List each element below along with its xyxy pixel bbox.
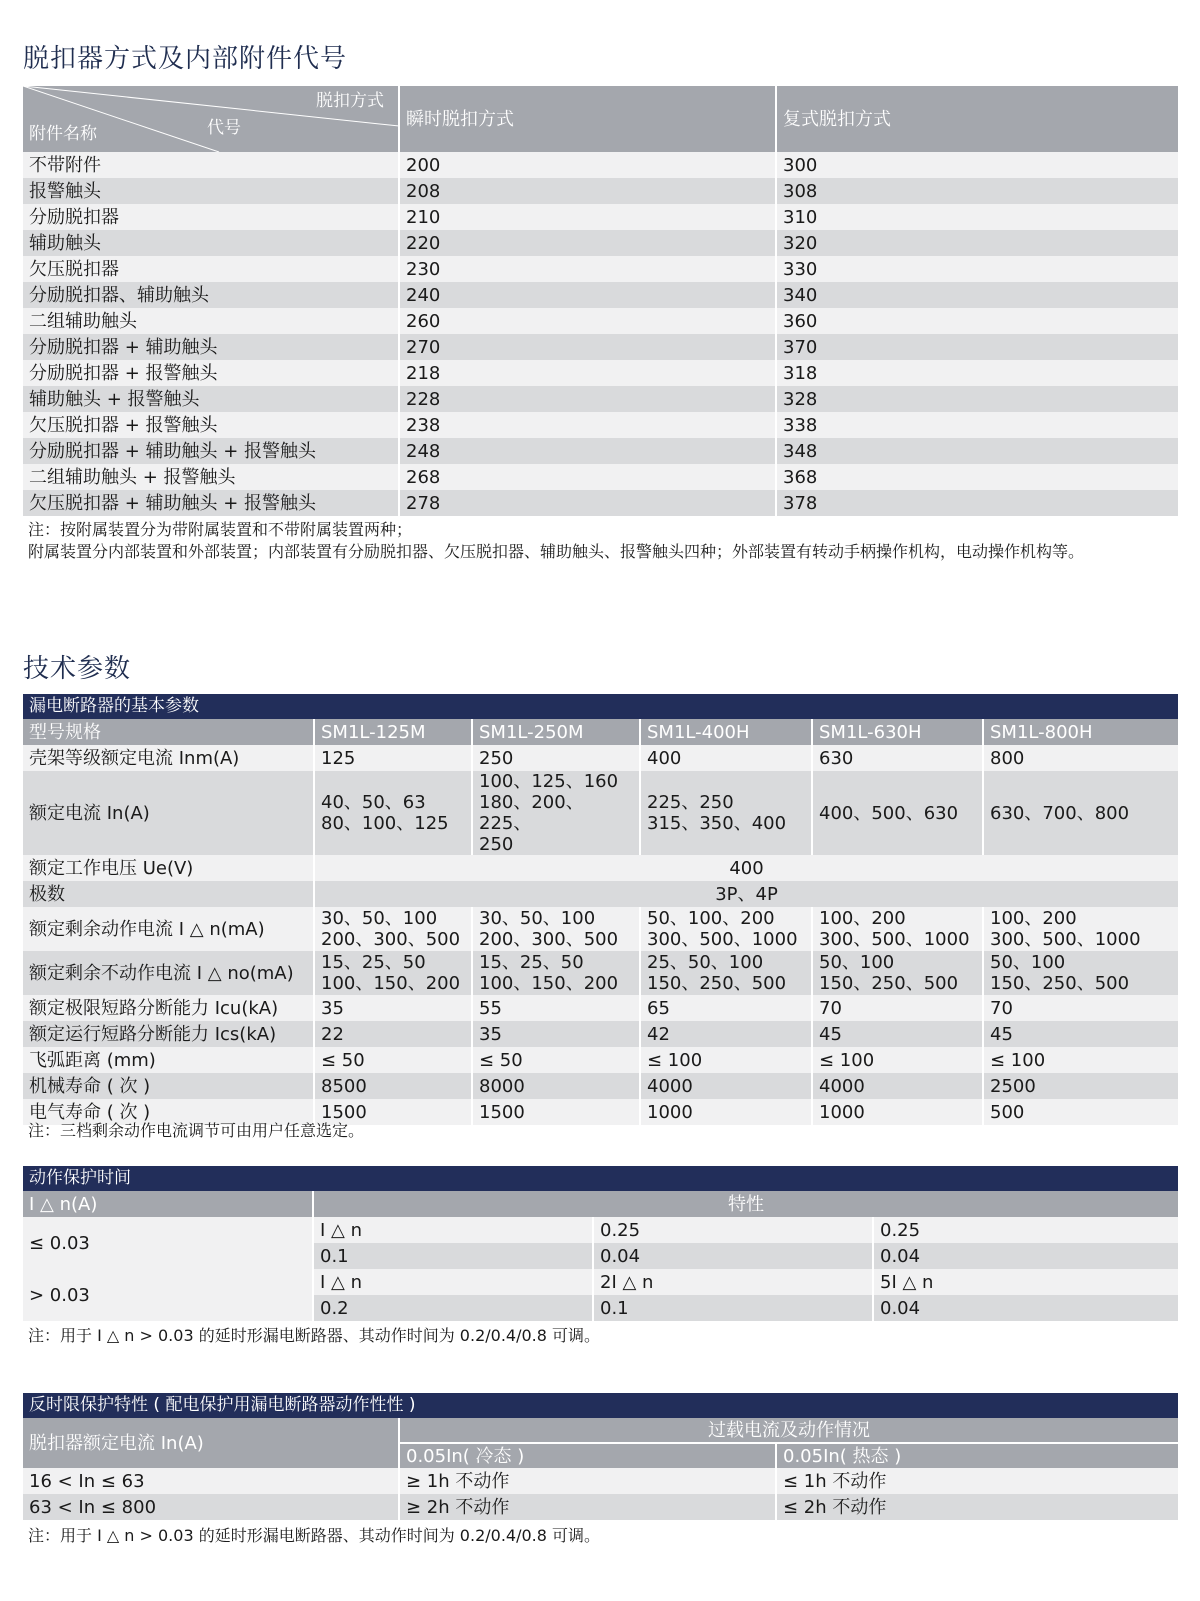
char-time: 0.04 [873,1243,1178,1269]
char-time: 0.2 [313,1295,593,1321]
char-time: 0.1 [313,1243,593,1269]
param-value: 15、25、50 100、150、200 [314,951,472,995]
hot-state-value: ≤ 1h 不动作 [776,1468,1178,1494]
model-3: SM1L-400H [640,719,812,745]
instant-code: 238 [399,412,776,438]
table-row [23,1468,1178,1494]
param-value: 55 [472,995,640,1021]
table-row [23,1073,1178,1099]
compound-code: 308 [776,178,1178,204]
param-value: 50、100、200 300、500、1000 [640,907,812,951]
param-value: 30、50、100 200、300、500 [314,907,472,951]
param-value: 45 [812,1021,983,1047]
accessory-name: 辅助触头 [23,230,399,256]
accessory-name: 欠压脱扣器 + 辅助触头 + 报警触头 [23,490,399,516]
note-accessories: 注：按附属装置分为带附属装置和不带附属装置两种； 附属装置分内部装置和外部装置；内部装置有分励脱扣器、欠压脱扣器、辅助触头、报警触头四种；外部装置有转动手柄操作机构，电动操作机构等。 [28,520,1085,561]
table-row [23,771,1178,855]
param-label: 额定极限短路分断能力 Icu(kA) [23,995,314,1021]
compound-code: 378 [776,490,1178,516]
compound-code: 368 [776,464,1178,490]
instant-code: 218 [399,360,776,386]
model-2: SM1L-250M [472,719,640,745]
overload-group-label: 过载电流及动作情况 [399,1418,1178,1443]
param-label: 额定剩余动作电流 I △ n(mA) [23,907,314,951]
param-value: 35 [472,1021,640,1047]
idn-label: I △ n(A) [23,1191,313,1217]
param-value: 70 [812,995,983,1021]
trip-rated-current-label: 脱扣器额定电流 In(A) [23,1418,399,1468]
param-value: 1500 [314,1099,472,1125]
param-value: 30、50、100 200、300、500 [472,907,640,951]
compound-code: 320 [776,230,1178,256]
current-range: 16 < In ≤ 63 [23,1468,399,1494]
accessory-name: 辅助触头 + 报警触头 [23,386,399,412]
param-value: 8500 [314,1073,472,1099]
table-row [23,881,1178,907]
char-current: I △ n [313,1269,593,1295]
accessory-name: 不带附件 [23,152,399,178]
param-value: ≤ 100 [812,1047,983,1073]
table-row [23,334,1178,360]
cold-state-label: 0.05In( 冷态 ) [399,1443,776,1468]
char-time: 0.1 [593,1295,873,1321]
char-time: 0.04 [593,1243,873,1269]
param-value: 22 [314,1021,472,1047]
compound-code: 348 [776,438,1178,464]
instant-code: 260 [399,308,776,334]
param-value: 45 [983,1021,1178,1047]
model-1: SM1L-125M [314,719,472,745]
table-row [23,745,1178,771]
compound-code: 330 [776,256,1178,282]
compound-code: 338 [776,412,1178,438]
char-current: 0.25 [873,1217,1178,1243]
param-value: 50、100 150、250、500 [812,951,983,995]
table-row [23,230,1178,256]
param-label: 电气寿命 ( 次 ) [23,1099,314,1125]
table-row [23,490,1178,516]
compound-code: 328 [776,386,1178,412]
instant-code: 240 [399,282,776,308]
param-value: 100、200 300、500、1000 [983,907,1178,951]
param-span-value: 3P、4P [314,881,1178,907]
param-value: 15、25、50 100、150、200 [472,951,640,995]
inverse-time-table [23,1393,1178,1520]
accessory-name: 欠压脱扣器 + 报警触头 [23,412,399,438]
param-value: 100、125、160 180、200、225、 250 [472,771,640,855]
accessory-name: 报警触头 [23,178,399,204]
param-value: 50、100 150、250、500 [983,951,1178,995]
accessory-name: 分励脱扣器 [23,204,399,230]
param-value: 1500 [472,1099,640,1125]
param-value: 250 [472,745,640,771]
compound-code: 370 [776,334,1178,360]
param-label: 额定运行短路分断能力 Ics(kA) [23,1021,314,1047]
action-time-title: 动作保护时间 [23,1166,1178,1191]
idn-range: ≤ 0.03 [23,1217,313,1269]
accessory-name: 分励脱扣器 + 辅助触头 + 报警触头 [23,438,399,464]
table-row [23,1217,1178,1243]
param-value: 1000 [640,1099,812,1125]
table-row [23,995,1178,1021]
param-value: 125 [314,745,472,771]
param-value: 35 [314,995,472,1021]
table-row [23,855,1178,881]
table-row [23,152,1178,178]
accessory-name: 欠压脱扣器 [23,256,399,282]
table-row [23,1047,1178,1073]
accessory-name: 二组辅助触头 [23,308,399,334]
compound-code: 318 [776,360,1178,386]
char-current: 0.25 [593,1217,873,1243]
param-value: 500 [983,1099,1178,1125]
diag-trip-method: 脱扣方式 [316,91,384,111]
param-value: 70 [983,995,1178,1021]
compound-code: 360 [776,308,1178,334]
diag-code: 代号 [207,118,241,138]
diag-accessory-name: 附件名称 [29,124,97,144]
param-value: 40、50、63 80、100、125 [314,771,472,855]
param-value: 4000 [812,1073,983,1099]
instant-code: 200 [399,152,776,178]
table-row [23,1269,1178,1295]
param-value: 225、250 315、350、400 [640,771,812,855]
model-label: 型号规格 [23,719,314,745]
hot-state-value: ≤ 2h 不动作 [776,1494,1178,1520]
cold-state-value: ≥ 1h 不动作 [399,1468,776,1494]
accessory-name: 分励脱扣器 + 报警触头 [23,360,399,386]
param-value: ≤ 50 [314,1047,472,1073]
param-value: 65 [640,995,812,1021]
param-label: 壳架等级额定电流 Inm(A) [23,745,314,771]
param-value: 8000 [472,1073,640,1099]
instant-code: 210 [399,204,776,230]
table-row [23,282,1178,308]
param-value: 42 [640,1021,812,1047]
diagonal-header-cell [23,86,399,152]
trip-accessory-table [23,86,1178,516]
instant-code: 208 [399,178,776,204]
inverse-time-title: 反时限保护特性 ( 配电保护用漏电断路器动作性性 ) [23,1393,1178,1418]
instant-code: 228 [399,386,776,412]
param-label: 额定电流 In(A) [23,771,314,855]
char-time: 0.04 [873,1295,1178,1321]
param-label: 额定工作电压 Ue(V) [23,855,314,881]
note-action-time: 注：用于 I △ n > 0.03 的延时形漏电断路器、其动作时间为 0.2/0.4/0.8 可调。 [28,1326,601,1345]
instant-code: 248 [399,438,776,464]
param-value: 800 [983,745,1178,771]
char-current: 2I △ n [593,1269,873,1295]
char-current: 5I △ n [873,1269,1178,1295]
instant-code: 278 [399,490,776,516]
compound-code: 340 [776,282,1178,308]
model-5: SM1L-800H [983,719,1178,745]
param-value: 100、200 300、500、1000 [812,907,983,951]
current-range: 63 < In ≤ 800 [23,1494,399,1520]
param-value: ≤ 100 [640,1047,812,1073]
model-4: SM1L-630H [812,719,983,745]
param-value: 630、700、800 [983,771,1178,855]
section-title-trip-accessory: 脱扣器方式及内部附件代号 [23,44,348,74]
param-label: 额定剩余不动作电流 I △ no(mA) [23,951,314,995]
col-compound-trip: 复式脱扣方式 [776,86,1178,152]
param-value: ≤ 100 [983,1047,1178,1073]
table-row [23,204,1178,230]
param-value: 25、50、100 150、250、500 [640,951,812,995]
section-title-tech-params: 技术参数 [23,654,132,684]
table-row [23,308,1178,334]
instant-code: 230 [399,256,776,282]
table-row [23,256,1178,282]
table-row [23,464,1178,490]
param-value: 4000 [640,1073,812,1099]
compound-code: 310 [776,204,1178,230]
char-current: I △ n [313,1217,593,1243]
accessory-name: 分励脱扣器 + 辅助触头 [23,334,399,360]
idn-range: > 0.03 [23,1269,313,1321]
instant-code: 270 [399,334,776,360]
table-row [23,907,1178,951]
table-row [23,412,1178,438]
param-value: ≤ 50 [472,1047,640,1073]
table-row [23,438,1178,464]
param-value: 400 [640,745,812,771]
table-row [23,360,1178,386]
note-inverse-time: 注：用于 I △ n > 0.03 的延时形漏电断路器、其动作时间为 0.2/0.4/0.8 可调。 [28,1526,601,1545]
param-value: 2500 [983,1073,1178,1099]
table-row [23,1494,1178,1520]
table-row [23,951,1178,995]
compound-code: 300 [776,152,1178,178]
basic-params-title: 漏电断路器的基本参数 [23,694,1178,719]
hot-state-label: 0.05In( 热态 ) [776,1443,1178,1468]
table-row [23,386,1178,412]
accessory-name: 二组辅助触头 + 报警触头 [23,464,399,490]
cold-state-value: ≥ 2h 不动作 [399,1494,776,1520]
table-row [23,178,1178,204]
instant-code: 220 [399,230,776,256]
param-span-value: 400 [314,855,1178,881]
param-label: 机械寿命 ( 次 ) [23,1073,314,1099]
characteristic-label: 特性 [313,1191,1178,1217]
param-label: 极数 [23,881,314,907]
instant-code: 268 [399,464,776,490]
col-instant-trip: 瞬时脱扣方式 [399,86,776,152]
param-label: 飞弧距离 (mm) [23,1047,314,1073]
param-value: 400、500、630 [812,771,983,855]
note-tech-params: 注：三档剩余动作电流调节可由用户任意选定。 [28,1121,365,1140]
table-row [23,1021,1178,1047]
param-value: 630 [812,745,983,771]
action-time-table [23,1166,1178,1321]
param-value: 1000 [812,1099,983,1125]
accessory-name: 分励脱扣器、辅助触头 [23,282,399,308]
basic-params-table [23,694,1178,1125]
